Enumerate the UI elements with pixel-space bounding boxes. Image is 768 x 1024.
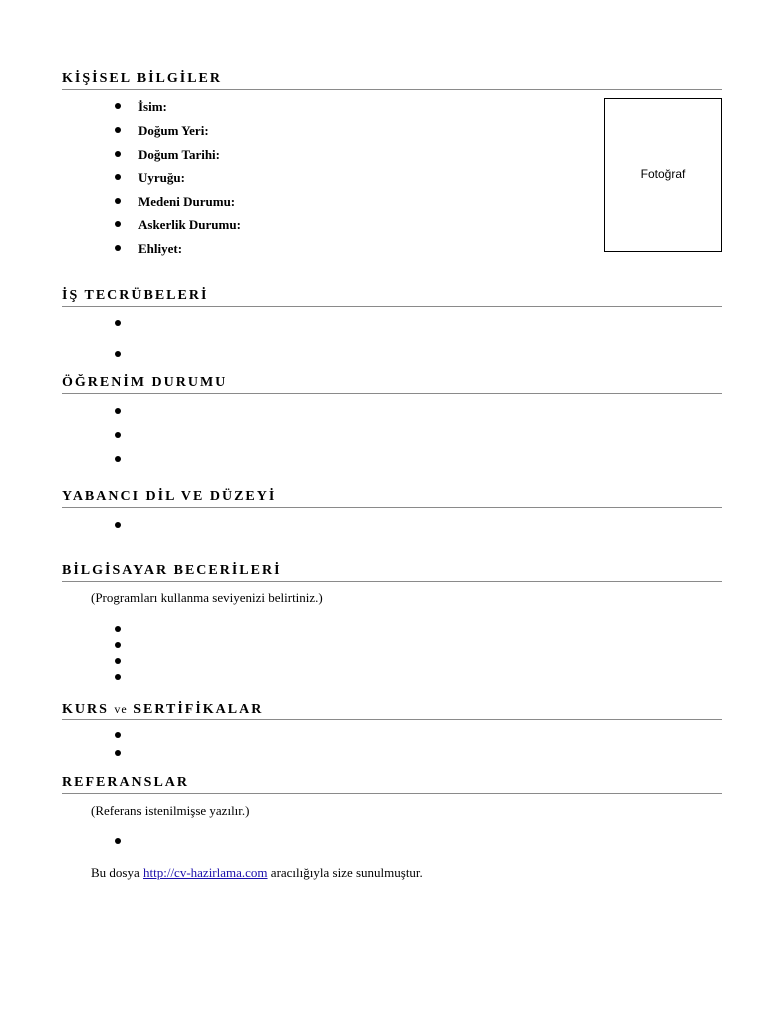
field-label-ehliyet: Ehliyet: — [138, 241, 183, 256]
kurs-title-part: KURS — [62, 702, 115, 717]
bullet-icon — [115, 221, 121, 227]
bullet-icon — [115, 456, 121, 462]
photo-placeholder — [604, 98, 722, 252]
section-title-ogrenim-durumu: ÖĞRENİM DURUMU — [62, 374, 722, 394]
bullet-icon — [115, 408, 121, 414]
section-title-bilgisayar-becerileri: BİLGİSAYAR BECERİLERİ — [62, 562, 722, 582]
bullet-icon — [115, 732, 121, 738]
bullet-icon — [115, 432, 121, 438]
bullet-icon — [115, 674, 121, 680]
bullet-icon — [115, 198, 121, 204]
photo-label: Fotoğraf — [640, 166, 686, 181]
footer-prefix: Bu dosya — [91, 865, 143, 880]
field-label-askerlik-durumu: Askerlik Durumu: — [138, 217, 241, 232]
section-title-is-tecrubeleri: İŞ TECRÜBELERİ — [62, 287, 722, 307]
field-label-uyrugu: Uyruğu: — [138, 170, 185, 185]
footer-text — [91, 865, 423, 881]
bullet-icon — [115, 522, 121, 528]
bullet-icon — [115, 320, 121, 326]
bullet-icon — [115, 151, 121, 157]
bullet-icon — [115, 658, 121, 664]
footer-suffix: aracılığıyla size sunulmuştur. — [267, 865, 423, 880]
section-title-kurs-sertifikalar — [62, 700, 722, 720]
bilgisayar-note: (Programları kullanma seviyenizi belirtiniz.) — [91, 590, 323, 605]
bullet-icon — [115, 750, 121, 756]
section-title-kisisel-bilgiler: KİŞİSEL BİLGİLER — [62, 70, 722, 90]
bullet-icon — [115, 103, 121, 109]
bullet-icon — [115, 245, 121, 251]
referans-note: (Referans istenilmişse yazılır.) — [91, 803, 250, 818]
section-title-yabanci-dil: YABANCI DİL VE DÜZEYİ — [62, 488, 722, 508]
kurs-title-conjunction: ve — [114, 702, 128, 716]
kurs-title-part: SERTİFİKALAR — [127, 702, 264, 717]
bullet-icon — [115, 642, 121, 648]
bullet-icon — [115, 838, 121, 844]
footer-link[interactable]: http://cv-hazirlama.com — [143, 865, 268, 880]
field-label-medeni-durumu: Medeni Durumu: — [138, 194, 236, 209]
section-title-referanslar: REFERANSLAR — [62, 774, 722, 794]
field-label-dogum-tarihi: Doğum Tarihi: — [138, 147, 220, 162]
bullet-icon — [115, 351, 121, 357]
field-label-dogum-yeri: Doğum Yeri: — [138, 123, 209, 138]
bullet-icon — [115, 127, 121, 133]
bullet-icon — [115, 174, 121, 180]
bullet-icon — [115, 626, 121, 632]
field-label-isim: İsim: — [138, 99, 167, 114]
